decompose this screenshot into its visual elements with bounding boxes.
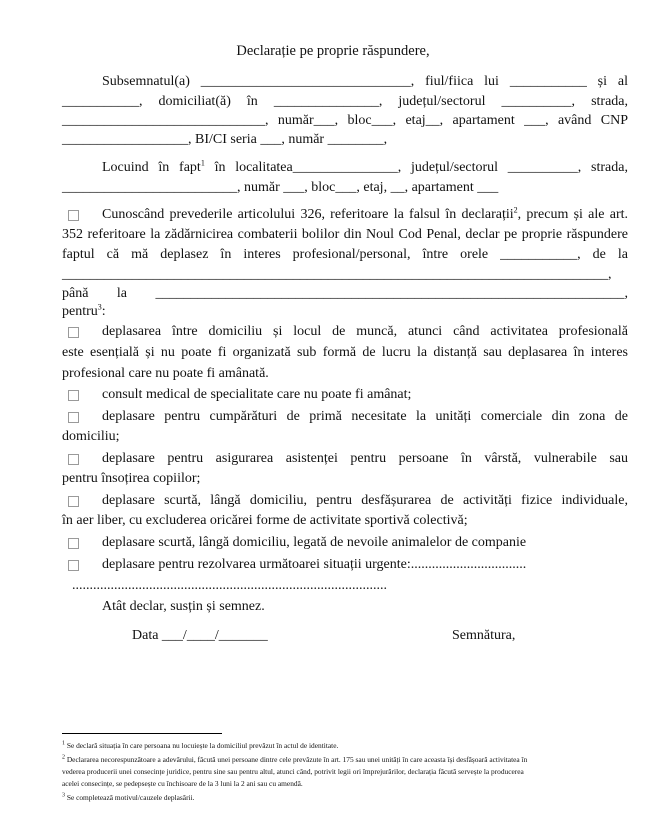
footnote-divider xyxy=(62,733,222,734)
legal-line-3: faptul că mă deplasez în interes profesional/personal, între orele ___________, de la xyxy=(62,247,628,262)
reason-assistance-line-1: deplasare pentru asigurarea asistenței pentru persoane în vârstă, vulnerabile sau xyxy=(102,451,628,466)
reason-work-line-3: profesional care nu poate fi amânată. xyxy=(62,366,269,381)
footnote-2-line-1: $^2$ Declararea necorespunzătoare a adevărului, făcută unei persoane dintre cele prevăzute în art. 175 sau unei unități în care aceasta își desfășoară activitatea în xyxy=(62,754,528,764)
reason-exercise-line-1: deplasare scurtă, lângă domiciliu, pentru desfășurarea de activități fizice individuale, xyxy=(102,493,628,508)
reason-checkbox-medical[interactable] xyxy=(68,389,93,407)
legal-line-1: Cunoscând prevederile articolului 326, referitoare la falsul în declarații$^2$, precum și ale art. xyxy=(102,205,628,222)
residence-line-2: _________________________, număr ___, bloc___, etaj, __, apartament ___ xyxy=(62,180,499,195)
identity-line-2: ___________, domiciliat(ă) în _______________, județul/sectorul __________, strada, xyxy=(62,94,628,109)
legal-line-2: 352 referitoare la zădărnicirea combaterii bolilor din Noul Cod Penal, declar pe proprie răspundere xyxy=(62,227,628,242)
reason-assistance-line-2: pentru însoțirea copiilor; xyxy=(62,471,201,486)
footnote-2-line-3: acelei consecințe, se pedepsește cu închisoare de la 3 luni la 2 ani sau cu amendă. xyxy=(62,779,303,788)
reason-work-line-2: este esențială și nu poate fi organizată sub formă de lucru la distanță sau deplasarea în interes xyxy=(62,345,628,360)
reason-checkbox-work[interactable] xyxy=(68,326,93,344)
reason-pets: deplasare scurtă, lângă domiciliu, legată de nevoile animalelor de companie xyxy=(102,535,527,550)
footnote-2-line-2: vederea producerii unei consecințe juridice, pentru sine sau pentru altul, atunci când, potrivit legii ori împrejurărilor, declarația făcută servește la producerea xyxy=(62,767,524,776)
reason-medical: consult medical de specialitate care nu poate fi amânat; xyxy=(102,387,412,402)
signature-label: Semnătura, xyxy=(452,628,516,643)
residence-line-1: Locuind în fapt$^1$ în localitatea_______________, județul/sectorul __________, strada, xyxy=(102,158,628,175)
reason-checkbox-shopping[interactable] xyxy=(68,411,93,429)
legal-line-6: pentru$^3$: xyxy=(62,302,106,319)
reason-urgent-continuation: .......................................................................................... xyxy=(72,578,387,593)
identity-line-1: Subsemnatul(a) ______________________________, fiul/fiica lui ___________ și al xyxy=(102,74,628,89)
date-field[interactable]: Data ___/____/_______ xyxy=(132,628,268,643)
page-title: Declarație pe proprie răspundere, xyxy=(236,43,430,59)
reason-shopping-line-2: domiciliu; xyxy=(62,429,120,444)
reason-shopping-line-1: deplasare pentru cumpărături de primă necesitate la unități comerciale din zona de xyxy=(102,409,628,424)
reason-exercise-line-2: în aer liber, cu excluderea oricărei forme de activitate sportivă colectivă; xyxy=(62,513,468,528)
reason-checkbox-exercise[interactable] xyxy=(68,495,93,513)
legal-line-5: până la ___________________________________________________________________, xyxy=(62,286,628,301)
reason-checkbox-assistance[interactable] xyxy=(68,453,93,471)
footnote-3: $^3$ Se completează motivul/cauzele deplasării. xyxy=(62,792,195,802)
reason-urgent: deplasare pentru rezolvarea următoarei situații urgente:................................. xyxy=(102,557,527,572)
identity-line-4: __________________, BI/CI seria ___, număr ________, xyxy=(62,132,388,147)
reason-checkbox-pets[interactable] xyxy=(68,537,93,555)
reason-work-line-1: deplasarea între domiciliu și locul de muncă, atunci când activitatea profesională xyxy=(102,324,628,339)
footnote-1: $^1$ Se declară situația în care persoana nu locuiește la domiciliul prevăzut în actul de identitate. xyxy=(62,740,339,750)
reason-checkbox-urgent[interactable] xyxy=(68,559,93,577)
identity-line-3: _____________________________, număr___, bloc___, etaj__, apartament ___, având CNP xyxy=(62,113,628,128)
legal-line-4: ______________________________________________________________________________, xyxy=(62,267,612,282)
closing-statement: Atât declar, susțin și semnez. xyxy=(102,599,265,614)
legal-checkbox[interactable] xyxy=(68,209,93,227)
